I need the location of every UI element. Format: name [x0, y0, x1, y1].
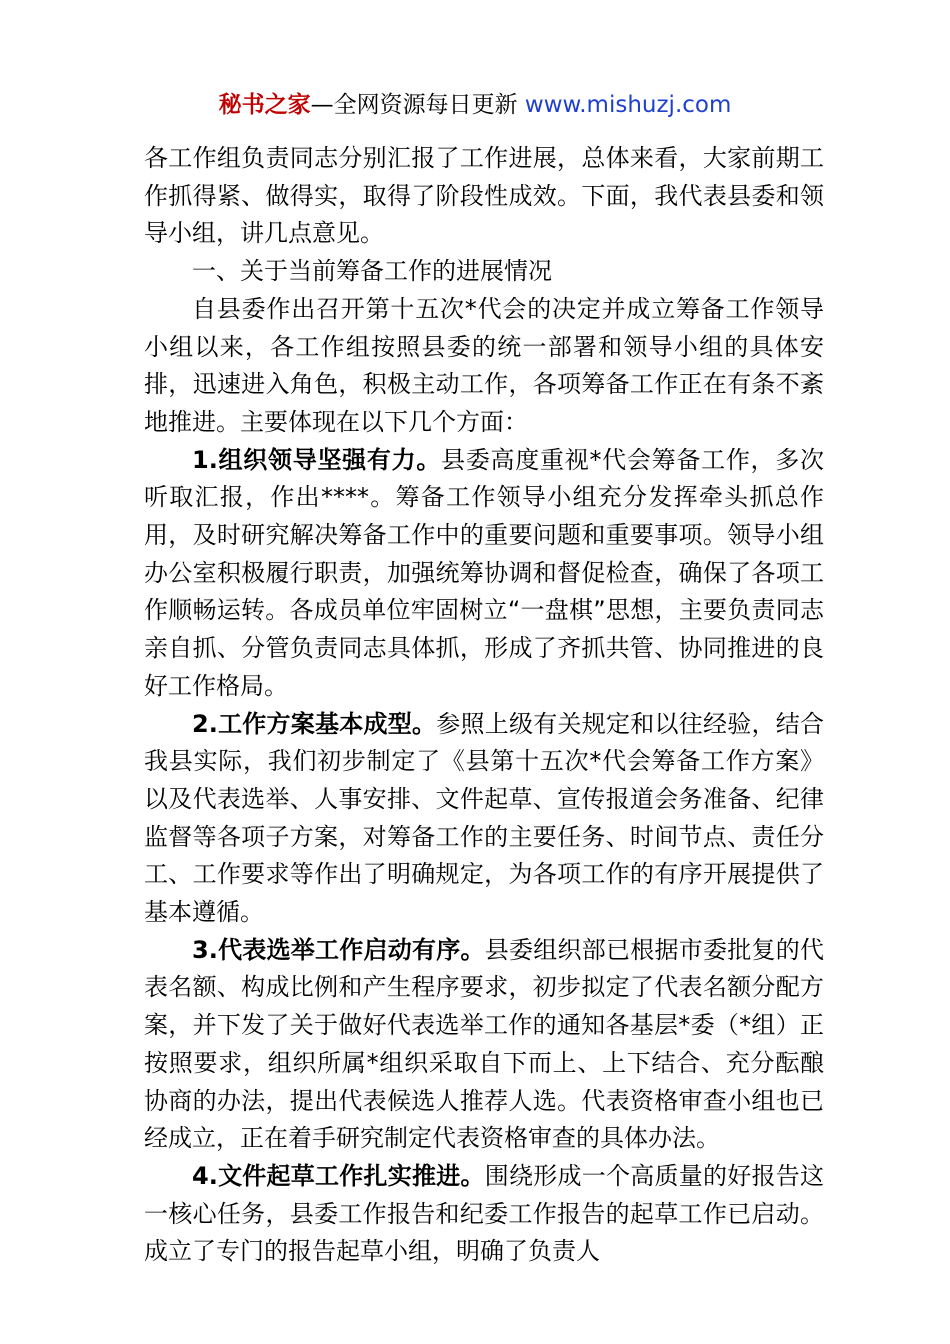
point-lead-1: 1.组织领导坚强有力。 [192, 445, 442, 474]
header-tagline: —全网资源每日更新 [310, 92, 525, 118]
point-body-4: 围绕形成一个高质量的好报告这一核心任务，县委工作报告和纪委工作报告的起草工作已启动。成立了专门的报告起草小组，明确了负责人 [144, 1161, 824, 1266]
intro-paragraph: 各工作组负责同志分别汇报了工作进展，总体来看，大家前期工作抓得紧、做得实，取得了阶段性成效。下面，我代表县委和领导小组，讲几点意见。 [144, 144, 824, 248]
point-body-1: 县委高度重视*代会筹备工作，多次听取汇报，作出****。筹备工作领导小组充分发挥牵头抓总作用，及时研究解决筹备工作中的重要问题和重要事项。领导小组办公室积极履行职责，加强统筹协调和督促检查，确保了各项工作顺畅运转。各成员单位牢固树立“一盘棋”思想，主要负责同志亲自抓、分管负责同志具体抓，形成了齐抓共管、协同推进的良好工作格局。 [144, 445, 824, 700]
point-lead-3: 3.代表选举工作启动有序。 [192, 935, 485, 964]
point-lead-4: 4.文件起草工作扎实推进。 [192, 1161, 485, 1190]
brand-name: 秘书之家 [218, 92, 311, 118]
point-body-3: 县委组织部已根据市委批复的代表名额、构成比例和产生程序要求，初步拟定了代表名额分配方案，并下发了关于做好代表选举工作的通知各基层*委（*组）正按照要求，组织所属*组织采取自下而上、上下结合、充分酝酿协商的办法，提出代表候选人推荐人选。代表资格审查小组也已经成立，正在着手研究制定代表资格审查的具体办法。 [144, 935, 824, 1153]
point-body-2: 参照上级有关规定和以往经验，结合我县实际，我们初步制定了《县第十五次*代会筹备工作方案》以及代表选举、人事安排、文件起草、宣传报道会务准备、纪律监督等各项子方案，对筹备工作的主要任务、时间节点、责任分工、工作要求等作出了明确规定，为各项工作的有序开展提供了基本遵循。 [144, 709, 824, 927]
point-paragraph-3 [144, 932, 824, 1158]
section-heading: 一、关于当前筹备工作的进展情况 [192, 257, 552, 286]
point-paragraph-2 [144, 706, 824, 932]
point-paragraph-1 [144, 442, 824, 706]
point-lead-2: 2.工作方案基本成型。 [192, 709, 437, 738]
site-url-link[interactable]: www.mishuzj.com [524, 92, 732, 118]
site-header [0, 90, 950, 120]
document-body [144, 140, 824, 1271]
section-intro-paragraph: 自县委作出召开第十五次*代会的决定并成立筹备工作领导小组以来，各工作组按照县委的统一部署和领导小组的具体安排，迅速进入角色，积极主动工作，各项筹备工作正在有条不紊地推进。主要体现在以下几个方面： [144, 294, 824, 436]
point-paragraph-4 [144, 1158, 824, 1271]
